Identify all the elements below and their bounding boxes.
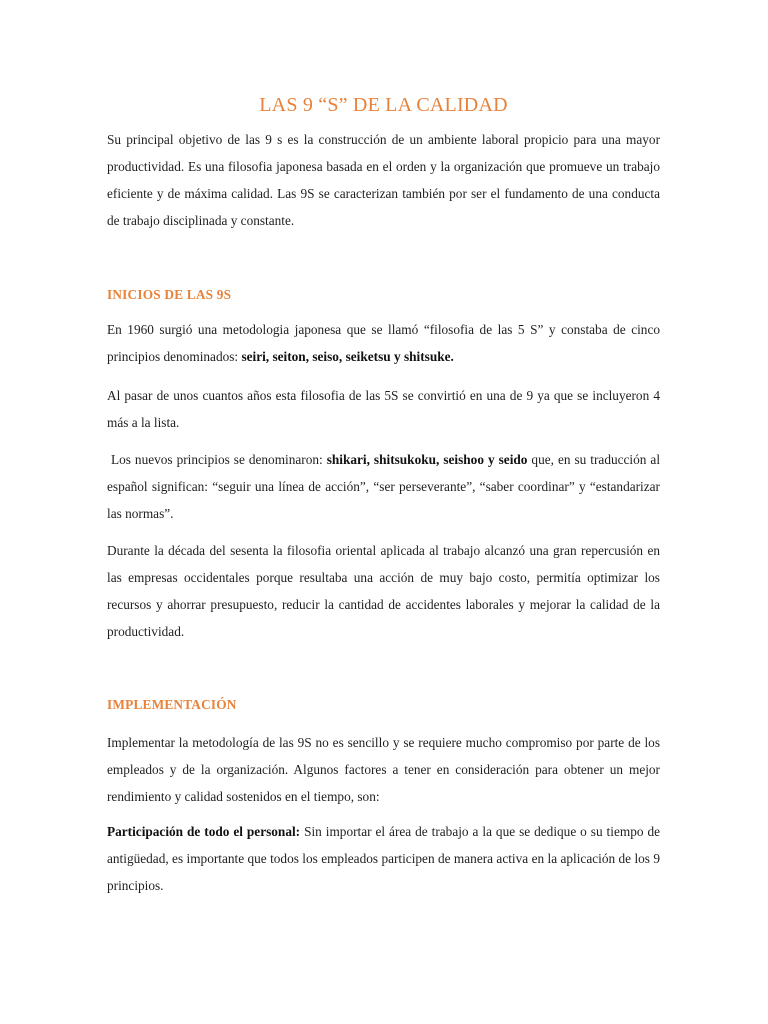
- inicios-paragraph-1: [107, 316, 660, 370]
- inicios-paragraph-3-translation: que, en su traducción al español significan: “seguir una línea de acción”, “ser perseverante”, “saber coordinar” y “estandarizar las normas”.: [107, 452, 661, 521]
- inicios-paragraph-3: [107, 446, 660, 527]
- implementacion-paragraph-1: Implementar la metodología de las 9S no es sencillo y se requiere mucho compromiso por parte de los empleados y de la organización. Algunos factores a tener en consideración para obtener un mejor rendimiento y calidad sostenidos en el tiempo, son:: [107, 735, 660, 804]
- participacion-text: Sin importar el área de trabajo a la que se dedique o su tiempo de antigüedad, es importante que todos los empleados participen de manera activa en la aplicación de los 9 principios.: [107, 824, 660, 893]
- inicios-paragraph-3-principles: shikari, shitsukoku, seishoo y seido: [326, 452, 528, 467]
- section-heading-implementacion: IMPLEMENTACIÓN: [107, 697, 237, 712]
- participacion-label: Participación de todo el personal:: [107, 824, 301, 839]
- inicios-paragraph-4: Durante la década del sesenta la filosofia oriental aplicada al trabajo alcanzó una gran repercusión en las empresas occidentales porque resultaba una acción de muy bajo costo, permitía optimizar los recursos y ahorrar presupuesto, reducir la cantidad de accidentes laborales y mejorar la calidad de la productividad.: [107, 543, 660, 639]
- inicios-paragraph-2: Al pasar de unos cuantos años esta filosofia de las 5S se convirtió en una de 9 ya que se incluyeron 4 más a la lista.: [107, 388, 660, 430]
- document-title: LAS 9 “S” DE LA CALIDAD: [259, 94, 508, 116]
- inicios-paragraph-1-principles: seiri, seiton, seiso, seiketsu y shitsuke.: [241, 349, 454, 364]
- implementacion-paragraph-2: [107, 818, 660, 899]
- intro-paragraph: Su principal objetivo de las 9 s es la construcción de un ambiente laboral propicio para una mayor productividad. Es una filosofia japonesa basada en el orden y la organización que promueve un trabajo eficiente y de máxima calidad. Las 9S se caracterizan también por ser el fundamento de una conducta de trabajo disciplinada y constante.: [107, 132, 660, 228]
- inicios-paragraph-3-intro: Los nuevos principios se denominaron:: [107, 452, 327, 467]
- inicios-paragraph-1-text: En 1960 surgió una metodologia japonesa que se llamó “filosofia de las 5 S” y constaba de cinco principios denominados:: [107, 322, 660, 364]
- section-heading-inicios: INICIOS DE LAS 9S: [107, 287, 232, 302]
